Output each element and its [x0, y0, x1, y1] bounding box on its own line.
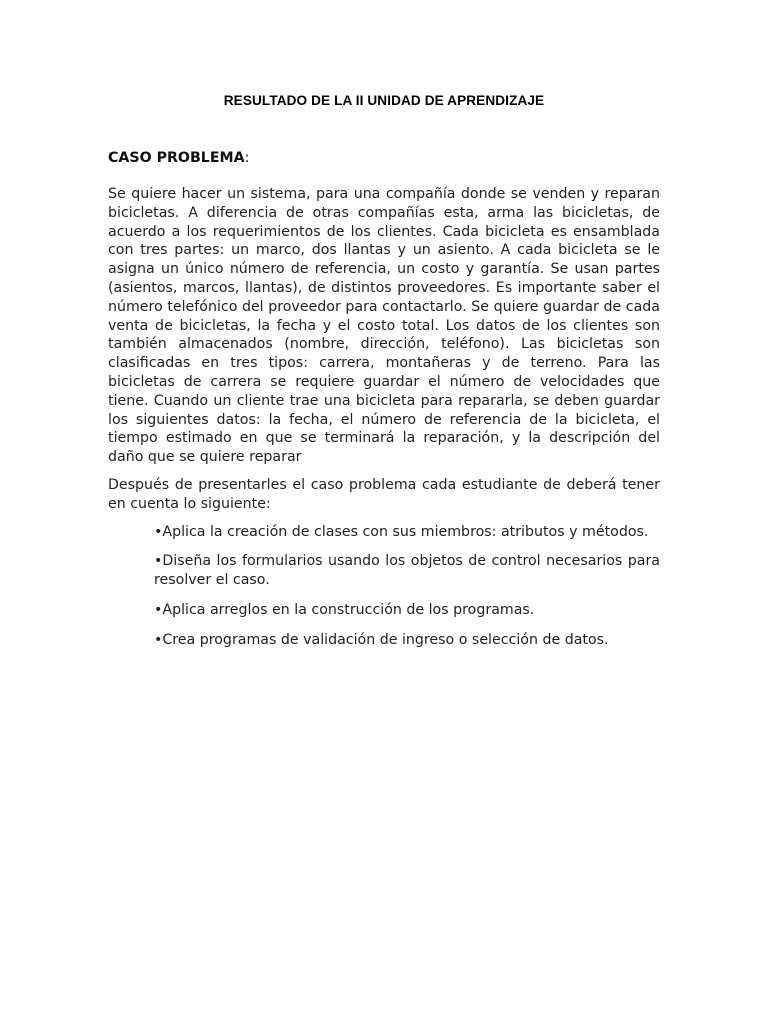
document-body — [108, 148, 660, 661]
section-heading-label: CASO PROBLEMA — [108, 150, 245, 166]
section-heading-colon: : — [244, 150, 250, 166]
requirements-list — [108, 523, 660, 650]
requirement-item: •Crea programas de validación de ingreso o selección de datos. — [154, 631, 609, 648]
section-heading — [108, 148, 660, 168]
case-description-paragraph: Se quiere hacer un sistema, para una compañía donde se venden y reparan bicicletas. A diferencia de otras compañías esta, arma las bicicletas, de acuerdo a los requerimientos de los clientes. Cada bicicleta es ensamblada con tres partes: un marco, dos llantas y un asiento. A cada bicicleta se le asigna un único número de referencia, un costo y garantía. Se usan partes (asientos, marcos, llantas), de distintos proveedores. Es importante saber el número telefónico del proveedor para contactarlo. Se quiere guardar de cada venta de bicicletas, la fecha y el costo total. Los datos de los clientes son también almacenados (nombre, dirección, teléfono). Las bicicletas son clasificadas en tres tipos: carrera, montañeras y de terreno. Para las bicicletas de carrera se requiere guardar el número de velocidades que tiene. Cuando un cliente trae una bicicleta para repararla, se deben guardar los siguientes datos: la fecha, el número de referencia de la bicicleta, el tiempo estimado en que se terminará la reparación, y la descripción del daño que se quiere reparar — [108, 186, 660, 466]
instructions-paragraph: Después de presentarles el caso problema cada estudiante de deberá tener en cuenta lo siguiente: — [108, 476, 660, 512]
requirement-item: •Aplica la creación de clases con sus miembros: atributos y métodos. — [154, 523, 649, 540]
document-title: RESULTADO DE LA II UNIDAD DE APRENDIZAJE — [223, 93, 545, 108]
requirement-item: •Aplica arreglos en la construcción de los programas. — [154, 601, 535, 618]
requirement-item: •Diseña los formularios usando los objetos de control necesarios para resolver el caso. — [154, 553, 660, 589]
